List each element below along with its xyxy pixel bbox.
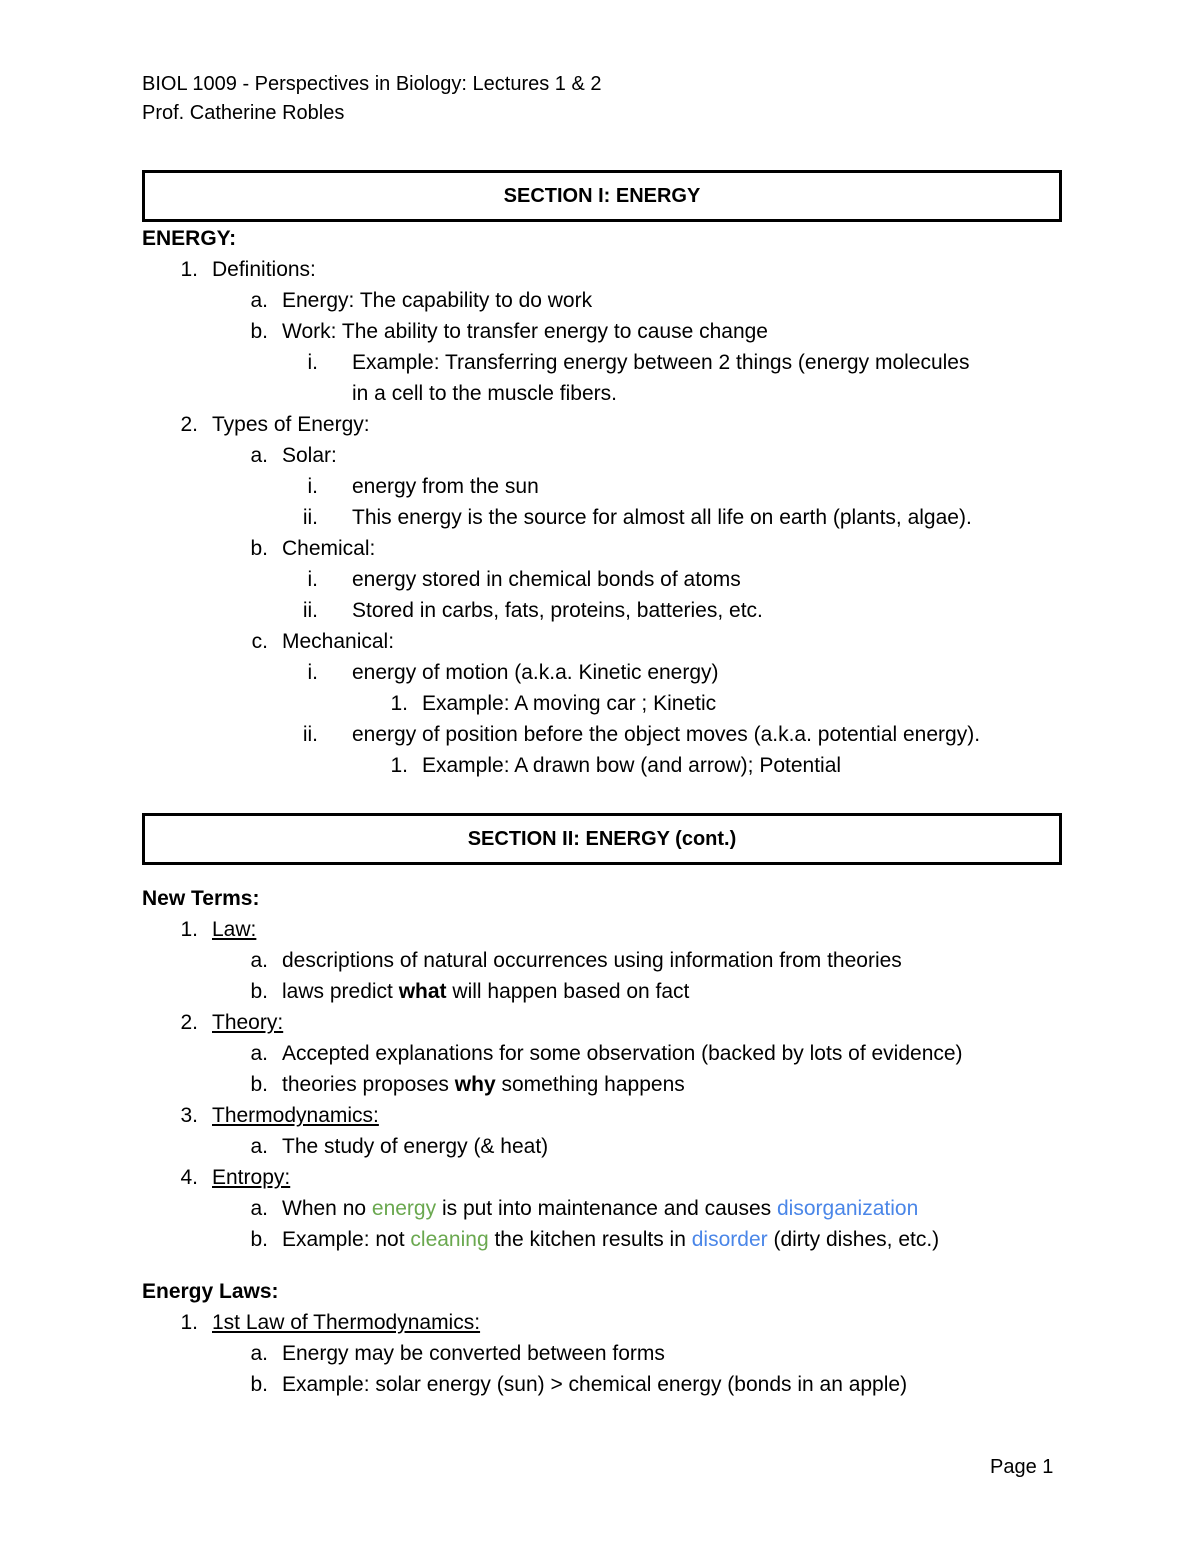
list-item: [0, 1100, 1200, 1131]
list-marker: ii.: [302, 506, 318, 529]
list-marker: i.: [307, 351, 318, 374]
list-item: [0, 976, 1200, 1007]
definitions-label: Definitions:: [212, 258, 316, 281]
list-marker: a.: [250, 444, 268, 467]
list-item: [0, 688, 1200, 719]
entropy-a-green: energy: [371, 1197, 437, 1220]
list-item: [0, 440, 1200, 471]
chemical-ii: Stored in carbs, fats, proteins, batteries, etc.: [352, 599, 763, 622]
law-b: [282, 976, 689, 1007]
law-label: Law:: [212, 918, 257, 941]
mechanical-ii-example: Example: A drawn bow (and arrow); Potential: [422, 754, 842, 777]
energy-laws-heading-line: [0, 1276, 1200, 1307]
list-item: [0, 285, 1200, 316]
thermo-label: Thermodynamics:: [212, 1104, 379, 1127]
new-terms-heading: New Terms:: [142, 887, 260, 910]
list-marker: 1.: [180, 918, 198, 941]
list-marker: a.: [250, 1197, 268, 1220]
energy-definition: Energy: The capability to do work: [282, 289, 593, 312]
list-marker: b.: [250, 320, 268, 343]
list-marker: a.: [250, 949, 268, 972]
list-item: [0, 1131, 1200, 1162]
list-item: [0, 1162, 1200, 1193]
entropy-a-blue: disorganization: [777, 1197, 919, 1220]
energy-heading-line: [0, 223, 1200, 254]
list-marker: a.: [250, 1135, 268, 1158]
list-item: [0, 914, 1200, 945]
work-example-line1: Example: Transferring energy between 2 things (energy molecules: [352, 351, 970, 374]
list-marker: i.: [307, 661, 318, 684]
entropy-b-blue: disorder: [691, 1228, 768, 1251]
course-title: BIOL 1009 - Perspectives in Biology: Lectures 1 & 2: [142, 73, 602, 95]
solar-i: energy from the sun: [352, 475, 539, 498]
list-marker: 2.: [180, 413, 198, 436]
list-item: [0, 719, 1200, 750]
list-item: [0, 347, 1200, 378]
theory-b-text: theories proposes: [282, 1073, 455, 1096]
theory-b: [282, 1069, 685, 1100]
list-marker: 1.: [390, 692, 408, 715]
list-marker: 1.: [180, 1311, 198, 1334]
list-item: [0, 471, 1200, 502]
list-marker: 3.: [180, 1104, 198, 1127]
list-marker: a.: [250, 289, 268, 312]
list-marker: b.: [250, 537, 268, 560]
list-item: [0, 1038, 1200, 1069]
law-b-emphasis: what: [398, 980, 447, 1003]
list-marker: b.: [250, 1373, 268, 1396]
entropy-b-green: cleaning: [410, 1228, 489, 1251]
list-marker: a.: [250, 1042, 268, 1065]
first-law-a: Energy may be converted between forms: [282, 1342, 665, 1365]
list-marker: 1.: [390, 754, 408, 777]
list-item: [0, 254, 1200, 285]
mechanical-label: Mechanical:: [282, 630, 395, 653]
work-definition: Work: The ability to transfer energy to cause change: [282, 320, 768, 343]
list-item: [0, 945, 1200, 976]
list-marker: 4.: [180, 1166, 198, 1189]
chemical-label: Chemical:: [282, 537, 376, 560]
mechanical-ii: energy of position before the object moves (a.k.a. potential energy).: [352, 723, 981, 746]
list-item: [0, 1307, 1200, 1338]
list-marker: b.: [250, 1228, 268, 1251]
list-item: [0, 1338, 1200, 1369]
thermo-a: The study of energy (& heat): [282, 1135, 549, 1158]
list-marker: i.: [307, 475, 318, 498]
list-marker: b.: [250, 1073, 268, 1096]
entropy-b-text-mid: the kitchen results in: [488, 1228, 692, 1251]
entropy-b-text-end: (dirty dishes, etc.): [767, 1228, 940, 1251]
list-marker: b.: [250, 980, 268, 1003]
energy-laws-heading: Energy Laws:: [142, 1280, 279, 1303]
list-item: [0, 595, 1200, 626]
list-marker: 1.: [180, 258, 198, 281]
list-item: [0, 1193, 1200, 1224]
mechanical-i-example: Example: A moving car ; Kinetic: [422, 692, 717, 715]
types-label: Types of Energy:: [212, 413, 370, 436]
theory-b-text-end: something happens: [495, 1073, 685, 1096]
list-item: [0, 316, 1200, 347]
solar-ii: This energy is the source for almost all life on earth (plants, algae).: [352, 506, 972, 529]
entropy-b-text: Example: not: [282, 1228, 411, 1251]
entropy-a: [282, 1193, 918, 1224]
list-marker: c.: [251, 630, 268, 653]
list-item: [0, 626, 1200, 657]
list-marker: 2.: [180, 1011, 198, 1034]
list-item: [0, 502, 1200, 533]
first-law-label: 1st Law of Thermodynamics:: [212, 1311, 481, 1334]
new-terms-heading-line: [0, 883, 1200, 914]
theory-b-emphasis: why: [454, 1073, 496, 1096]
theory-a: Accepted explanations for some observation (backed by lots of evidence): [282, 1042, 963, 1065]
first-law-b: Example: solar energy (sun) > chemical energy (bonds in an apple): [282, 1373, 908, 1396]
law-a: descriptions of natural occurrences using information from theories: [282, 949, 902, 972]
list-item: [0, 1369, 1200, 1400]
list-marker: a.: [250, 1342, 268, 1365]
list-item: [0, 1007, 1200, 1038]
list-item: [0, 409, 1200, 440]
section-2-title: [142, 813, 1062, 865]
list-item-continuation: [0, 378, 1200, 409]
list-item: [0, 750, 1200, 781]
list-item: [0, 533, 1200, 564]
list-item: [0, 564, 1200, 595]
entropy-a-text-mid: is put into maintenance and causes: [436, 1197, 777, 1220]
theory-label: Theory:: [212, 1011, 284, 1034]
list-item: [0, 1224, 1200, 1255]
energy-heading: ENERGY:: [142, 227, 237, 250]
solar-label: Solar:: [282, 444, 337, 467]
professor-name: Prof. Catherine Robles: [142, 102, 345, 124]
law-b-text-end: will happen based on fact: [446, 980, 690, 1003]
section-2-title-text: SECTION II: ENERGY (cont.): [467, 827, 737, 850]
list-marker: ii.: [302, 723, 318, 746]
list-item: [0, 1069, 1200, 1100]
chemical-i: energy stored in chemical bonds of atoms: [352, 568, 741, 591]
list-item: [0, 657, 1200, 688]
list-marker: i.: [307, 568, 318, 591]
page-number: Page 1: [990, 1456, 1054, 1478]
entropy-a-text: When no: [282, 1197, 372, 1220]
law-b-text: laws predict: [282, 980, 399, 1003]
mechanical-i: energy of motion (a.k.a. Kinetic energy): [352, 661, 719, 684]
entropy-b: [282, 1224, 939, 1255]
section-1-title: [142, 170, 1062, 222]
work-example-line2: in a cell to the muscle fibers.: [352, 382, 617, 405]
section-1-title-text: SECTION I: ENERGY: [503, 184, 701, 207]
entropy-label: Entropy:: [212, 1166, 291, 1189]
list-marker: ii.: [302, 599, 318, 622]
